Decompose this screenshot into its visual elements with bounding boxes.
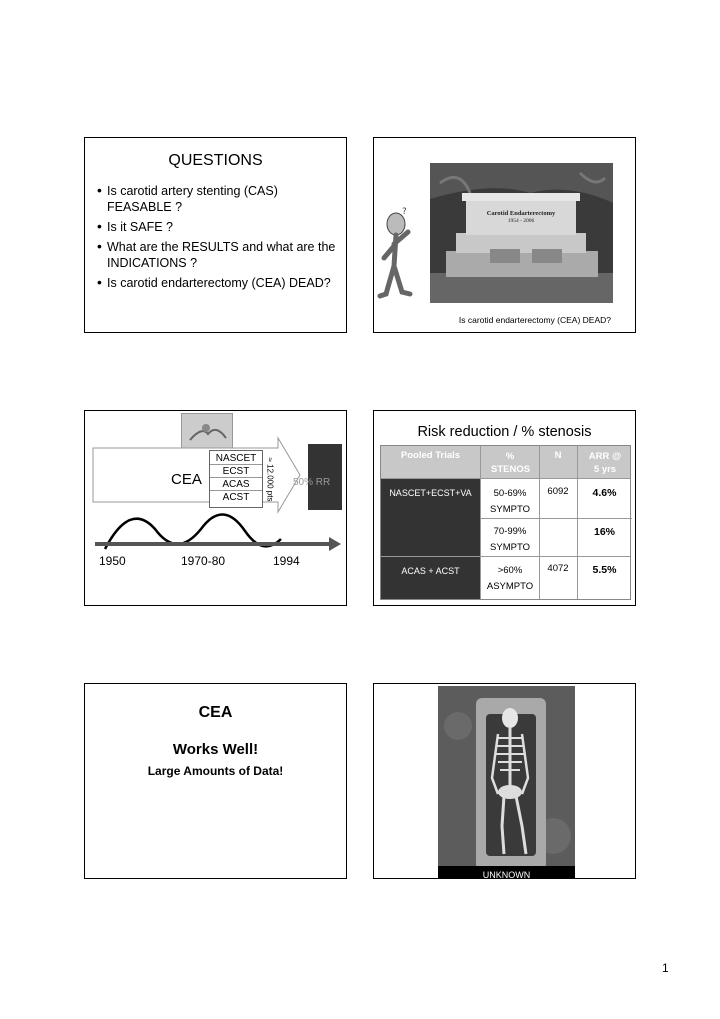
slide-subtext: Large Amounts of Data! bbox=[147, 764, 284, 778]
slide-cea-timeline bbox=[84, 410, 347, 606]
slide-unknown bbox=[373, 683, 636, 879]
row-divider bbox=[381, 556, 630, 557]
slide-subtitle: Works Well! bbox=[172, 741, 259, 758]
timeline-graphic bbox=[85, 411, 347, 606]
trials-box bbox=[209, 450, 263, 508]
slide-title: CEA bbox=[198, 704, 233, 721]
cea-label: CEA bbox=[171, 471, 202, 488]
list-item: • What are the RESULTS and what are the INDICATIONS ? bbox=[97, 239, 342, 271]
table-cell-arr: 5.5% bbox=[592, 564, 617, 576]
table-header: % STENOS bbox=[491, 451, 531, 475]
table-cell-stenosis: >60% ASYMPTO bbox=[486, 565, 534, 592]
monument-inscription-1: Carotid Endarterectomy bbox=[486, 210, 556, 217]
table-cell-arr: 16% bbox=[593, 526, 615, 538]
question-list bbox=[97, 183, 342, 295]
trial-name: NASCET bbox=[210, 453, 262, 465]
page-number: 1 bbox=[662, 961, 669, 975]
list-item: • Is carotid artery stenting (CAS) FEASABLE ? bbox=[97, 183, 342, 215]
table-cell-arr: 4.6% bbox=[592, 487, 617, 499]
trial-name: ACST bbox=[222, 492, 250, 503]
table-header: Pooled Trials bbox=[400, 450, 461, 461]
table-cell-stenosis: 70-99% SYMPTO bbox=[490, 526, 530, 553]
table-cell-stenosis: 50-69% SYMPTO bbox=[490, 488, 530, 515]
skeleton-photo bbox=[438, 686, 575, 879]
patients-label: ≈ 12.000 pts bbox=[265, 457, 275, 502]
slide-questions bbox=[84, 137, 347, 333]
year-label: 1950 bbox=[99, 554, 126, 568]
col-divider bbox=[577, 446, 578, 599]
col-divider bbox=[480, 446, 481, 599]
skeleton-graphic bbox=[438, 686, 575, 879]
risk-table bbox=[380, 445, 631, 600]
table-cell-trial: ACAS + ACST bbox=[401, 566, 460, 576]
year-label: 1970-80 bbox=[181, 554, 226, 568]
slide-monument bbox=[373, 137, 636, 333]
col-divider bbox=[539, 446, 540, 599]
list-item: • Is it SAFE ? bbox=[97, 219, 342, 235]
photo-label: UNKNOWN bbox=[482, 870, 531, 879]
slide-title: QUESTIONS bbox=[168, 152, 263, 169]
list-item: • Is carotid endarterectomy (CEA) DEAD? bbox=[97, 275, 342, 291]
slide-title: Risk reduction / % stenosis bbox=[417, 424, 592, 440]
table-cell-n: 6092 bbox=[547, 486, 569, 497]
table-header: ARR @ 5 yrs bbox=[588, 451, 622, 475]
monument-graphic bbox=[430, 163, 613, 303]
slide-risk-reduction bbox=[373, 410, 636, 606]
monument-photo bbox=[430, 163, 613, 303]
svg-text:?: ? bbox=[402, 207, 407, 217]
table-header: N bbox=[554, 450, 562, 461]
slide-caption: Is carotid endarterectomy (CEA) DEAD? bbox=[458, 315, 611, 325]
trial-name: ACAS bbox=[210, 479, 262, 491]
rr-label: 50% RR bbox=[293, 477, 331, 488]
table-cell-n: 4072 bbox=[547, 563, 569, 574]
thinking-figure-icon bbox=[376, 206, 422, 304]
monument-inscription-2: 1954 - 2006 bbox=[507, 218, 535, 224]
table-cell-trial: NASCET+ECST+VA bbox=[389, 488, 472, 498]
slide-cea-works bbox=[84, 683, 347, 879]
trial-name: ECST bbox=[210, 466, 262, 478]
row-divider bbox=[381, 478, 630, 479]
year-label: 1994 bbox=[273, 554, 300, 568]
row-divider bbox=[480, 518, 632, 519]
